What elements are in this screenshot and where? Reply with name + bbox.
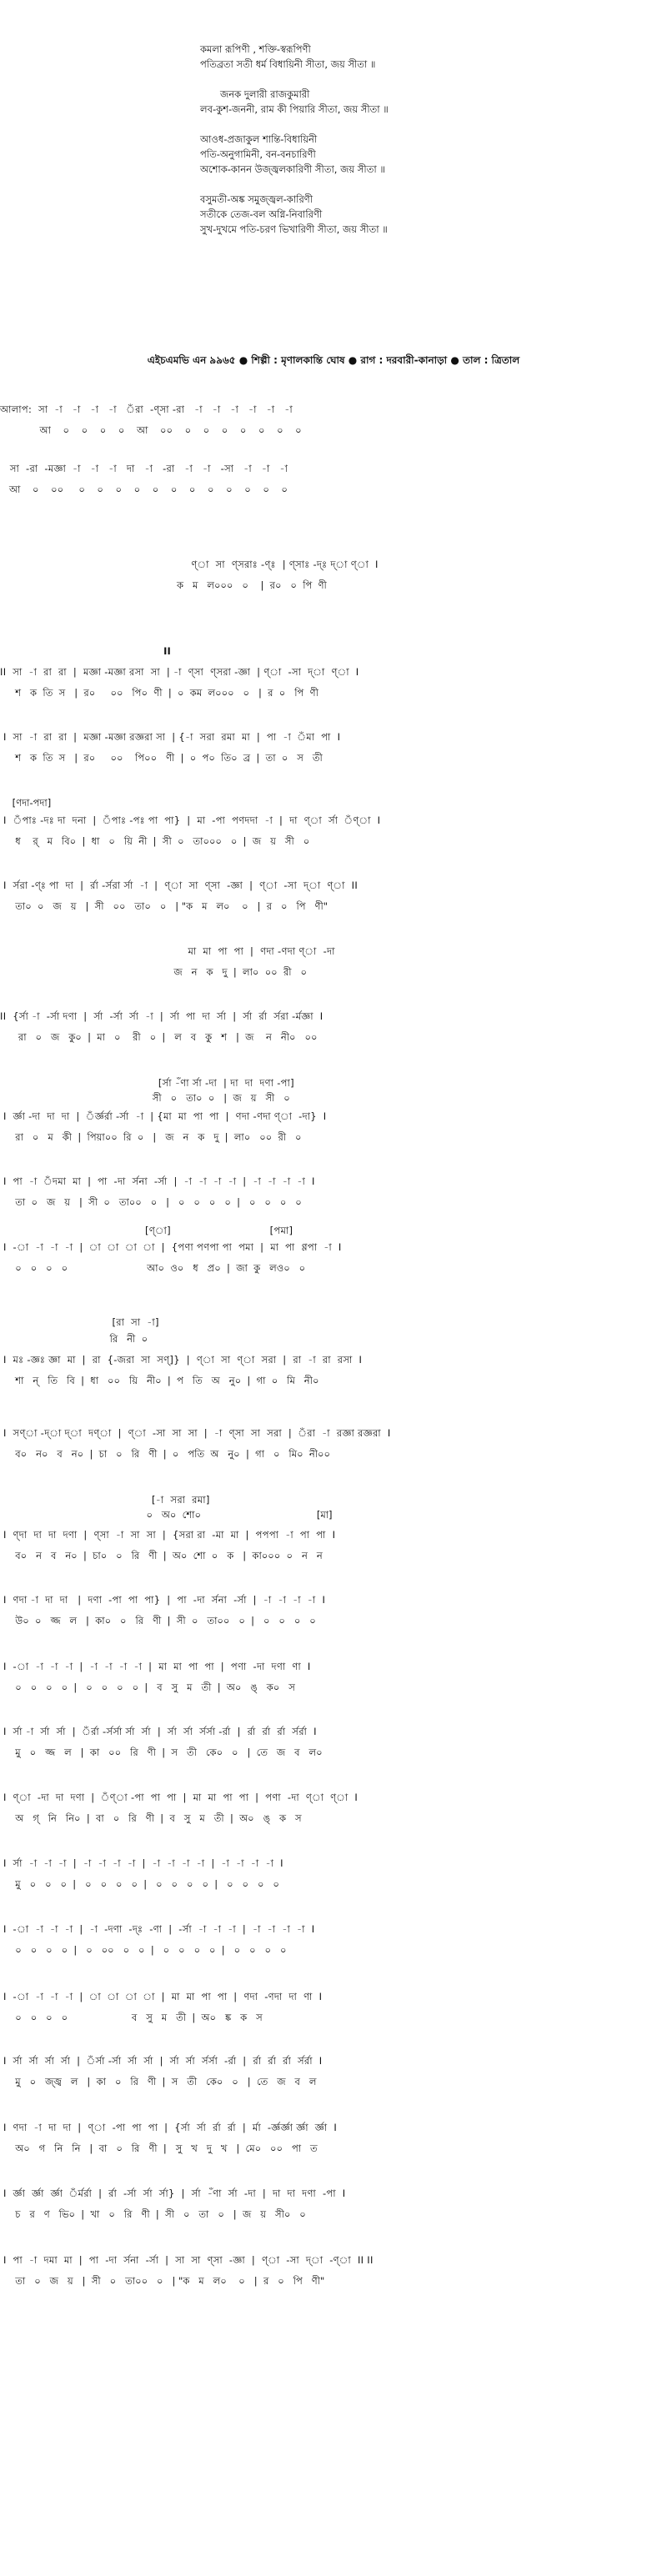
- lyric-syllable-row: ক ম ল০০০ ০ | র০ ০ পি ণী: [0, 579, 327, 591]
- lyric-syllable-row: রা ০ ম কী | পিয়া০০ রি ০ | জ ন ক দু | লা০ ০০ রী ০: [0, 1131, 302, 1143]
- lyric-syllable-row: অ০ গ নি নি | বা ০ রি ণী | সু খ দু খ | মে০ ০০ পা ত: [0, 2142, 318, 2154]
- swara-notation-row: I র্সা -া -া -া | -া -া -া -া | -া -া -া -া | -া -া -া -া I: [0, 1857, 283, 1869]
- lyric-syllable-row: অ গ্‌ নি নি০ | বা ০ রি ণী | ব সু ম তী | অ০ ঙ্‌ ক স: [0, 1812, 302, 1824]
- swara-notation-row: I ণ্া -দা দা দণা | ঁণ্া -পা পা পা | মা মা পা পা | পণা -দা ণ্া ণ্া I: [0, 1792, 359, 1803]
- lyric-syllable-row: ০ অ০ শো০ [মা]: [0, 1509, 333, 1521]
- lyric-stanza: [200, 192, 634, 237]
- lyric-syllable-row: তা ০ জ য় | সী ০ তা০০ ০ | ০ ০ ০ ০ | ০ ০ ০ ০: [0, 1196, 302, 1208]
- lyric-syllable-row: চ র ণ ভি০ | খা ০ রি ণী | সী ০ তা ০ | জ য় সী০ ০: [0, 2208, 306, 2220]
- swara-notation-row: ণ্া সা ণ্সরাঃ -ণ্ঃ | ণ্সাঃ -দ্ঃ দ্া ণ্া I: [0, 559, 379, 570]
- lyric-syllable-row: জ ন ক দু | লা০ ০০ রী ০: [0, 966, 308, 978]
- swara-notation-row: I র্সা -া র্সা র্সা | ঁর্রা -র্সর্সা র্সা র্সা | র্সা র্সা র্সর্সা -র্রা | র্রা র্রা র্রা র্সর্রা I: [0, 1726, 317, 1737]
- swara-notation-row: I -া -া -া -া | -া -া -া -া | মা মা পা পা | পণা -দা দণা ণা I: [0, 1661, 311, 1672]
- lyric-syllable-row: [ণদা-পদা]: [0, 797, 52, 809]
- lyric-syllable-row: উ০ ০ জ্জ ল | কা০ ০ রি ণী | সী ০ তা০০ ০ | ০ ০ ০ ০: [0, 1615, 316, 1626]
- lyric-syllable-row: ০ ০ ০ ০ ব সু ম তী | অ০ ঙ্ক ক স: [0, 2012, 263, 2023]
- lyric-line: লব-কুশ-জননী, রাম কী পিয়ারি সীতা, জয় সীতা ॥: [200, 103, 389, 115]
- swara-notation-row: I মঃ -জ্ঞঃ জ্ঞা মা | রা {-জরা সা সণ্]} | ণ্া সা ণ্া সরা | রা -া রা রসা I: [0, 1354, 363, 1366]
- lyric-syllable-row: শ ক তি স | র০ ০০ পি০ ণী | ০ কম ল০০০ ০ | র ০ পি ণী: [0, 687, 318, 699]
- swara-notation-row: I সণ্া -দ্া দ্া দণ্া | ণ্া -সা সা সা | -া ণ্সা সা সরা | ঁরা -া রজ্ঞা রজ্ঞরা I: [0, 1427, 391, 1439]
- swara-notation-row: I র্জ্ঞা -দা দা দা | ঁর্জ্ঞর্রা -র্সা -া | {মা মা পা পা | ণদা -ণদা ণ্া -দা} I: [0, 1110, 327, 1122]
- lyric-syllable-row: ০ ০ ০ ০ | ০ ০ ০ ০ | ব সু ম তী | অ০ ঙ্‌ ক০ স: [0, 1681, 295, 1693]
- lyric-syllable-row: ব০ ন ব ন০ | চা০ ০ রি ণী | অ০ শো ০ ক | কা০০০ ০ ন ন: [0, 1550, 323, 1561]
- swara-notation-row: I পা -া দমা মা | পা -দা র্সনা -র্সা | সা সা ণ্সা -জ্ঞা | ণ্া -সা দ্া -ণ্া II II: [0, 2254, 374, 2266]
- swara-notation-row: I -া -া -া -া | া া া া | {পণা পণপা পা পমা | মা পা ণ্ণপা -া I: [0, 1241, 342, 1253]
- lyric-syllable-row: মু ০ ০ ০ | ০ ০ ০ ০ | ০ ০ ০ ০ | ০ ০ ০ ০: [0, 1878, 279, 1890]
- lyric-line: অশোক-কানন উজ্জ্বলকারিণী সীতা, জয় সীতা ॥: [200, 163, 385, 175]
- lyric-stanza: [200, 87, 634, 117]
- swara-notation-row: II {র্সা -া -র্সা দণা | র্সা -র্সা র্সা -া | র্সা পা দা র্সা | র্সা র্রা র্সরা -র্মজ্ঞা I: [0, 1010, 323, 1022]
- lyric-syllable-row: আ ০ ০ ০ ০ আ ০০ ০ ০ ০ ০ ০ ০ ০: [0, 424, 302, 436]
- lyric-syllable-row: মু ০ জ্জ্ব ল | কা ০ রি ণী | স তী কে০ ০ | তে জ ব ল: [0, 2076, 317, 2087]
- lyric-line: বসুমতী-অঙ্ক সমুজ্জ্বল-কারিণী: [200, 193, 313, 205]
- lyric-line: সতীকে তেজ-বল অগ্নি-নিবারিণী: [200, 208, 323, 220]
- lyric-syllable-row: ০ ০ ০ ০ | ০ ০০ ০ ০ | ০ ০ ০ ০ | ০ ০ ০ ০: [0, 1944, 287, 1956]
- lyric-syllable-row: শা ন্‌ তি বি | ধা ০০ য়ি নী০ | প তি অ নু০ | গা ০ মি নী০: [0, 1375, 319, 1386]
- lyric-syllable-row: ধ র্ ম বি০ | ধা ০ য়ি নী | সী ০ তা০০০ ০ | জ য় সী ০: [0, 835, 310, 847]
- lyric-stanza: [200, 132, 634, 177]
- lyric-syllable-row: ০ ০ ০ ০ আ০ ও০ ধ প্র০ | জা কু লও০ ০: [0, 1262, 306, 1274]
- swara-notation-row: [ণ্া] [পমা]: [0, 1225, 293, 1236]
- lyric-syllable-row: শ ক তি স | র০ ০০ পি০০ ণী | ০ প০ তি০ ব্র | তা ০ স তী: [0, 752, 323, 764]
- swara-notation-row: I ণদা -া দা দা | ণ্া -পা পা পা | {র্সা র্সা র্রা র্রা | র্মা -র্জ্ঞর্জ্ঞা র্জ্ঞা র্জ্ঞা I: [0, 2122, 338, 2133]
- swara-notation-row: মা মা পা পা | ণদা -ণদা ণ্া -দা: [0, 945, 335, 957]
- swara-notation-row: II সা -া রা রা | মজ্ঞা -মজ্ঞা রসা সা | -া ণ্সা ণ্সরা -জ্ঞা | ণ্া -সা দ্া ণ্া I: [0, 666, 359, 678]
- swara-notation-row: II: [0, 645, 171, 657]
- lyric-line: সুখ-দুখমে পতি-চরণ ভিখারিণী সীতা, জয় সীতা ॥: [200, 223, 388, 235]
- lyric-line: আওধ-প্রজাকুল শান্তি-বিধায়িনী: [200, 133, 318, 145]
- swara-notation-row: I -া -া -া -া | া া া া | মা মা পা পা | ণদা -ণদা দা ণা I: [0, 1991, 323, 2002]
- swara-notation-row: সা -রা -মজ্ঞা -া -া -া দা -া -রা -া -া -সা -া -া -া: [0, 463, 288, 474]
- swara-notation-row: [-া সরা রমা]: [0, 1494, 210, 1506]
- swara-notation-row: আলাপ: সা -া -া -া -া ঁরা -ণ্সা -রা -া -া -া -া -া -া: [0, 403, 293, 415]
- swara-notation-row: I পা -া ঁদমা মা | পা -দা র্সনা -র্সা | -া -া -া -া | -া -া -া -া I: [0, 1175, 315, 1187]
- swara-notation-row: I র্সরা -ণ্ঃ পা দা | র্রা -র্সরা র্সা -া | ণ্া সা ণ্সা -জ্ঞা | ণ্া -সা দ্া ণ্া II: [0, 880, 359, 891]
- swara-notation-row: I র্সা র্সা র্সা র্সা | ঁর্সা -র্সা র্সা র্সা | র্সা র্সা র্সর্সা -র্রা | র্রা র্রা র্রা র্সর্রা I: [0, 2055, 323, 2067]
- swara-notation-row: I ঁপাঃ -দঃ দা দনা | ঁপাঃ -পঃ পা পা} | মা -পা পণদদা -া | দা ণ্া র্সা ঁণ্া I: [0, 814, 381, 826]
- lyric-syllable-row: ব০ ন০ ব ন০ | চা ০ রি ণী | ০ পতি অ নু০ | গা ০ মি০ নী০০: [0, 1448, 331, 1460]
- lyric-syllable-row: রা ০ জ কু০ | মা ০ রী ০ | ল ব কু শ | জ ন নী০ ০০: [0, 1031, 318, 1043]
- lyric-line: জনক দুলারী রাজকুমারী: [220, 88, 310, 100]
- lyric-syllable-row: সী ০ তা০ ০ | জ য় সী ০: [0, 1092, 290, 1104]
- swara-notation-row: [র্সা -ঁণা র্সা -দা | দা দা দণা -পা]: [0, 1077, 294, 1089]
- lyric-stanza: [200, 42, 634, 72]
- lyric-syllable-row: তা০ ০ জ য় | সী ০০ তা০ ০ | "ক ম ল০ ০ | র ০ পি ণী": [0, 900, 328, 912]
- lyric-syllable-row: আ ০ ০০ ০ ০ ০ ০ ০ ০ ০ ০ ০ ০ ০ ০: [0, 484, 288, 495]
- lyric-line: পতি-অনুগামিনী, বন-বনচারিণী: [200, 148, 316, 160]
- lyric-syllable-row: রি নী ০: [0, 1333, 148, 1345]
- swara-notation-row: I সা -া রা রা | মজ্ঞা -মজ্ঞা রজ্ঞরা সা | {-া সরা রমা মা | পা -া ঁমা পা I: [0, 731, 341, 743]
- lyrics-block: [200, 42, 634, 252]
- lyric-line: কমলা রূপিণী , শক্তি-স্বরূপিণী: [200, 43, 311, 55]
- swara-notation-row: I র্জ্ঞা র্জ্ঞা র্জ্ঞা ঁর্মর্রা | র্রা -র্সা র্সা র্সা} | র্সা -ঁণা র্সা -দা | দা দা দণা -পা I: [0, 2188, 346, 2199]
- swara-notation-row: I ণদা -া দা দা | দণা -পা পা পা} | পা -দা র্সনা -র্সা | -া -া -া -া I: [0, 1594, 326, 1606]
- swara-notation-row: I -া -া -া -া | -া -দণা -দ্ঃ -ণা | -র্সা -া -া -া | -া -া -া -া I: [0, 1923, 315, 1935]
- lyric-syllable-row: তা ০ জ য় | সী ০ তা০০ ০ | "ক ম ল০ ০ | র ০ পি ণী": [0, 2275, 325, 2287]
- record-info: এইচএমভি এন ৯৯৬৫ ● শিল্পী : মৃণালকান্তি ঘোষ ● রাগ : দরবারী-কানাড়া ● তাল : ত্রিতাল: [147, 354, 520, 366]
- lyric-syllable-row: মু ০ জ্জ ল | কা ০০ রি ণী | স তী কে০ ০ | তে জ ব ল০: [0, 1747, 323, 1758]
- lyric-line: পতিব্রতা সতী ধর্ম বিধায়িনী সীতা, জয় সীতা ॥: [200, 58, 376, 70]
- swara-notation-row: I ণ্দা দা দা দণা | ণ্সা -া সা সা | {সরা রা -মা মা | পপপা -া পা পা I: [0, 1529, 336, 1541]
- swara-notation-row: [রা সা -া]: [0, 1316, 159, 1328]
